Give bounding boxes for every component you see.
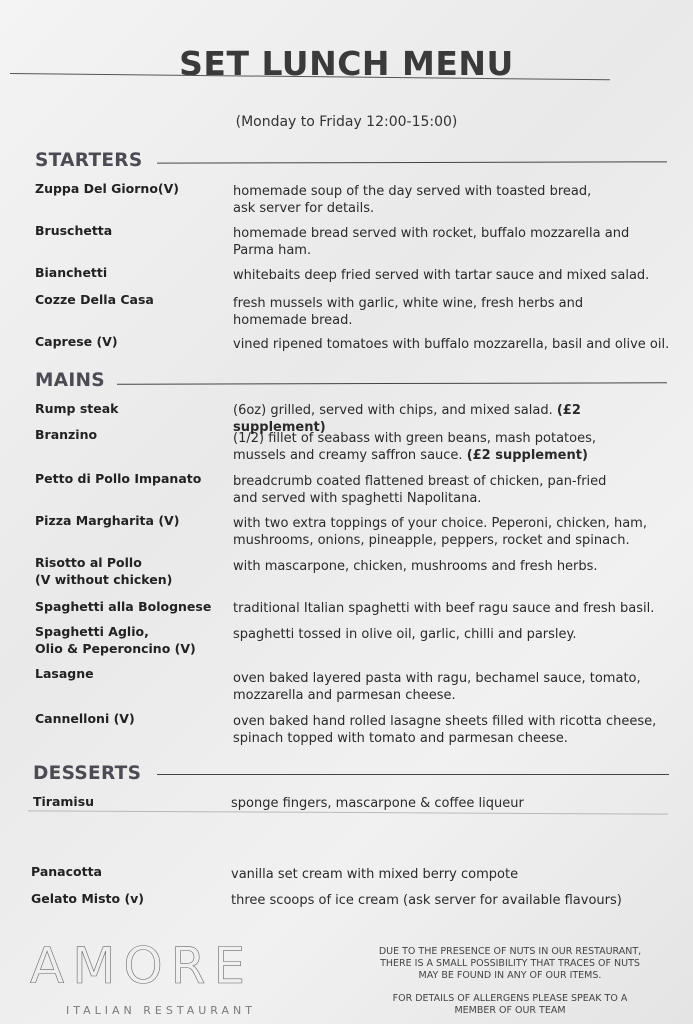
starters-heading: STARTERS <box>35 150 143 171</box>
main-name: Cannelloni (V) <box>35 711 135 726</box>
main-name: Spaghetti Aglio, Olio & Peperoncino (V) <box>35 624 196 656</box>
starter-desc: vined ripened tomatoes with buffalo mozzarella, basil and olive oil. <box>233 337 670 352</box>
starter-desc: homemade soup of the day served with toasted bread, ask server for details. <box>233 184 592 216</box>
main-name: Spaghetti alla Bolognese <box>35 599 212 614</box>
main-desc: oven baked hand rolled lasagne sheets filled with ricotta cheese, spinach topped with tomato and parmesan cheese. <box>233 714 657 746</box>
starter-name: Bruschetta <box>35 223 113 238</box>
dessert-desc: vanilla set cream with mixed berry compote <box>231 867 519 882</box>
page-title: SET LUNCH MENU <box>179 44 514 83</box>
serving-hours: (Monday to Friday 12:00-15:00) <box>235 114 458 130</box>
main-name: Pizza Margharita (V) <box>35 513 180 528</box>
main-desc: with mascarpone, chicken, mushrooms and fresh herbs. <box>233 559 598 574</box>
restaurant-logo: AMORE <box>30 937 254 995</box>
main-name: Branzino <box>35 427 98 442</box>
restaurant-tagline: ITALIAN RESTAURANT <box>66 1004 256 1017</box>
desserts-heading: DESSERTS <box>33 763 142 784</box>
dessert-desc: three scoops of ice cream (ask server for available flavours) <box>231 893 622 908</box>
main-name: Rump steak <box>35 401 119 416</box>
starter-name: Caprese (V) <box>35 334 118 349</box>
starter-name: Cozze Della Casa <box>35 292 154 307</box>
dessert-name: Panacotta <box>31 864 102 879</box>
main-desc: with two extra toppings of your choice. Peperoni, chicken, ham, mushrooms, onions, pineapple, peppers, rocket and spinach. <box>233 516 647 548</box>
starter-name: Bianchetti <box>35 265 108 280</box>
dessert-name: Tiramisu <box>33 794 95 809</box>
main-name: Risotto al Pollo (V without chicken) <box>35 555 173 587</box>
mains-heading: MAINS <box>35 370 105 391</box>
mains-rule <box>117 382 667 384</box>
starter-name: Zuppa Del Giorno(V) <box>35 181 180 196</box>
main-desc: (6oz) grilled, served with chips, and mixed salad. (£2 supplement) <box>233 403 581 435</box>
nuts-notice: DUE TO THE PRESENCE OF NUTS IN OUR RESTAURANT, THERE IS A SMALL POSSIBILITY THAT TRACES OF NUTS MAY BE FOUND IN ANY OF OUR ITEMS. <box>378 946 642 981</box>
starter-desc: whitebaits deep fried served with tartar sauce and mixed salad. <box>233 268 650 283</box>
desserts-rule <box>157 774 669 775</box>
main-desc: (1/2) fillet of seabass with green beans, mash potatoes, mussels and creamy saffron sauce. (£2 supplement) <box>233 431 597 463</box>
allergen-notice: FOR DETAILS OF ALLERGENS PLEASE SPEAK TO A MEMBER OF OUR TEAM <box>392 993 628 1016</box>
starter-desc: homemade bread served with rocket, buffalo mozzarella and Parma ham. <box>233 226 630 258</box>
main-name: Lasagne <box>35 666 94 681</box>
main-desc: spaghetti tossed in olive oil, garlic, chilli and parsley. <box>233 627 577 642</box>
dessert-name: Gelato Misto (v) <box>31 891 145 906</box>
starters-rule <box>157 161 667 163</box>
main-desc: traditional Italian spaghetti with beef ragu sauce and fresh basil. <box>233 601 655 616</box>
main-desc: oven baked layered pasta with ragu, bechamel sauce, tomato, mozzarella and parmesan cheese. <box>233 671 641 703</box>
starter-desc: fresh mussels with garlic, white wine, fresh herbs and homemade bread. <box>233 296 584 328</box>
dessert-desc: sponge fingers, mascarpone & coffee liqueur <box>231 796 524 811</box>
main-name: Petto di Pollo Impanato <box>35 471 202 486</box>
main-desc: breadcrumb coated flattened breast of chicken, pan-fried and served with spaghetti Napolitana. <box>233 474 607 506</box>
